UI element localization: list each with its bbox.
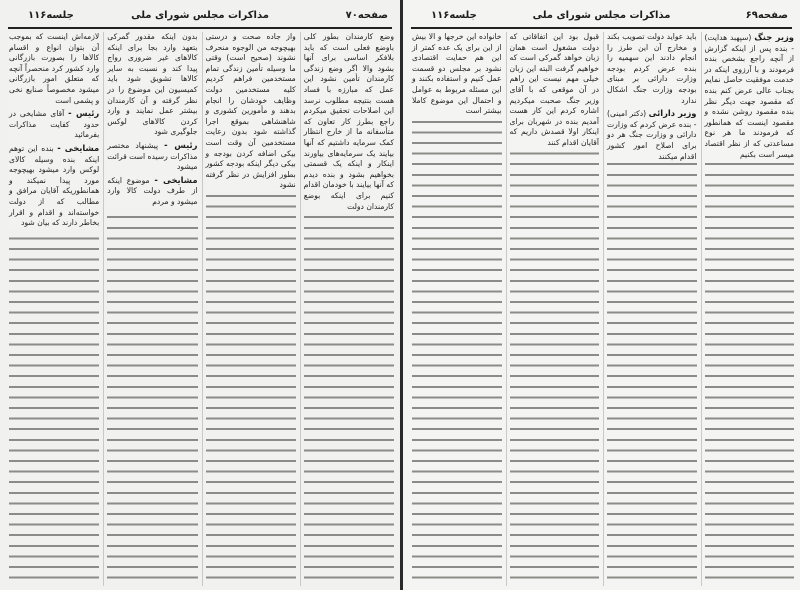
paragraph (607, 32, 697, 106)
header-rule (8, 27, 392, 29)
header-rule (411, 27, 792, 29)
paragraph-text: واز جاده صحت و درستی بهیچوجه من الوجوه منحرف نشوند (صحیح است) وقتی ما وسیله تأمین زندگی تمام مستخدمین فراهم کردیم کلیه مستخدمین دولت وظایف خودشان را انجام بدهند و مأمورین کشوری و شاهنشاهی بموقع اجرا گذاشته شود بدون رعایت مستخدمین آن وقت است بیکی اضافه کردن بودجه و بیکی دیگر اینکه بودجه کشور بطور افزایش در نظر گرفته نشود (205, 32, 296, 190)
paragraph (107, 140, 197, 173)
text-column (409, 32, 502, 586)
right-page (400, 0, 800, 590)
text-columns (409, 32, 794, 586)
column-text (304, 32, 394, 212)
page-header (411, 8, 792, 26)
paragraph-text: آقای مشایخی در حدود کفایت مذاکرات بفرمائید (9, 109, 100, 140)
paragraph-text: خانواده این خرجها و الا بیش از این برای یک عده کمتر از این هم حمایت اقتصادی نشود بر مجلس دو قسمت عمل کنیم و استفاده بکنند و این مسئله مربوط به عوامل و احتمال این موضوع کاملا بیشتر است (412, 32, 502, 116)
text-column (6, 32, 99, 586)
paragraph-text: لازمه‌اش اینست که بموجب آن بتوان انواع و اقسام کالاها را بصورت بازرگانی وارد کشور کرد منحصراً آنچه که متعلق امور بازرگانی میشود مخصوصاً صنایع نخی و پشمی است (9, 32, 100, 105)
text-column (506, 32, 600, 586)
column-text (705, 32, 795, 160)
speaker-name: رئیس - (164, 139, 198, 150)
paragraph (705, 32, 795, 160)
paragraph (9, 32, 99, 106)
column-text (9, 32, 99, 229)
paragraph-text: بدون اینکه مقدور گمرکی بتعهد وارد بجا برای اینکه کالاهای غیر ضروری رواج پیدا کند و نسبت به سایر کالاها تشویق شود باید کمیسیون این موضوع را در نظر گرفته و آن کارمندان بیشتر عمل نمایند و وارد کردن کالاهای لوکس جلوگیری شود (107, 32, 198, 137)
paragraph-text: وضع کارمندان بطور کلی باوضع فعلی است که باید بلافکر اساسی برای آنها بشود والا اگر وضع زندگی کارمندان تأمین نشود این عمل که مبارزه با فساد هست بنتیجه مطلوب نرسد این اصلاحات تحقیق میکردم راجع بطرز کار تعاون که متأسفانه ما از خارج انتظار کمک سرمایه داشتیم که آنها بیایند یک سرمایه‌های بیاورند اینکار و اینکه یک قسمتی بخواهیم بشود و بنده دیدم که آنها بیایند با خودمان اقدام کنیم برای اینکه بوضع کارمندان دولت (303, 32, 394, 211)
paragraph (607, 108, 697, 162)
speaker-name: مشایخی - (154, 174, 198, 185)
speaker-name: وزیر جنگ (754, 32, 794, 42)
paragraph-text: (دکتر امینی) - بنده عرض کردم که وزارت دارائی و وزارت جنگ هر دو برای اصلاح امور کشور اقدام میکنند (607, 109, 697, 161)
paragraph (510, 32, 600, 149)
paragraph-text: (سپهبد هدایت) - بنده پس از اینکه گزارش از آنچه راجع بشخص بنده فرمودند و با آرزوی اینکه در خدمت موفقیت حاصل نمایم بجناب عالی عرض کنم بنده که مقصود جهت دیگر نظر بنده مقصود روشن نشده و مقصود اینست که همانطور که فرمودند ما هر نوع مساعدتی که از نظر اقتصاد میسر است بکنیم (704, 33, 794, 159)
paragraph-text: باید عواید دولت تصویب بکند و مخارج آن این طرز را انجام دادند این سهمیه را بنده عرض کردم بودجه وزارت دارائی بر مبنای بودجه وزارت جنگ اشکال ندارد (607, 32, 697, 105)
paragraph (206, 32, 296, 191)
paragraph (107, 32, 197, 138)
paragraph-text: قبول بود این اتفاقاتی که دولت مشغول است همان زبان خواهد گمرکی است که خواهیم گرفت البته این زبان خیلی مهم نیست این راهم در آن موقعی که با آقای وزیر جنگ صحبت میکردیم اشاره کردم این کار هست آمدیم بنده در شهربان برای اینکار اولا قصدش داریم که آقایان اقدام کنند (509, 32, 599, 147)
running-title: مذاکرات مجلس شورای ملی (131, 10, 269, 21)
speaker-name: مشایخی - (57, 142, 100, 153)
paragraph-text: موضوع اینکه از طرف دولت کالا وارد میشود و مردم (107, 175, 198, 206)
speaker-name: رئیس - (68, 108, 100, 119)
paragraph-text: بنده این توهم اینکه بنده وسیله کالای لوکس وارد میشود بهیچوجه مورد پیدا نمیکند و همانطوریکه آقایان مرافق و مطالب که از دولت خواسته‌اند و اقدام و اقرار بخاطر دارند که بیان شود (9, 143, 100, 228)
column-text (206, 32, 296, 191)
text-column (103, 32, 197, 586)
session-number: جلسه۱۱۶ (431, 10, 477, 21)
text-column (202, 32, 296, 586)
paragraph-text: پیشنهاد مختصر مذاکرات رسیده است قرائت میشود (107, 140, 198, 172)
text-column (300, 32, 394, 586)
column-text (412, 32, 502, 117)
paragraph (9, 143, 99, 229)
page-number: صفحه۶۹ (745, 10, 788, 21)
paragraph (304, 32, 394, 212)
page-number: صفحه۷۰ (345, 10, 388, 21)
running-title: مذاکرات مجلس شورای ملی (532, 10, 671, 21)
paragraph (412, 32, 502, 117)
text-columns (6, 32, 394, 586)
text-column (701, 32, 795, 586)
column-text (607, 32, 697, 162)
text-column (603, 32, 697, 586)
page-header (8, 8, 392, 26)
speaker-name: وزیر دارائی (648, 108, 697, 119)
session-number: جلسه۱۱۶ (28, 10, 74, 21)
paragraph (9, 108, 99, 141)
column-text (510, 32, 600, 149)
paragraph (107, 175, 197, 208)
column-text (107, 32, 197, 208)
